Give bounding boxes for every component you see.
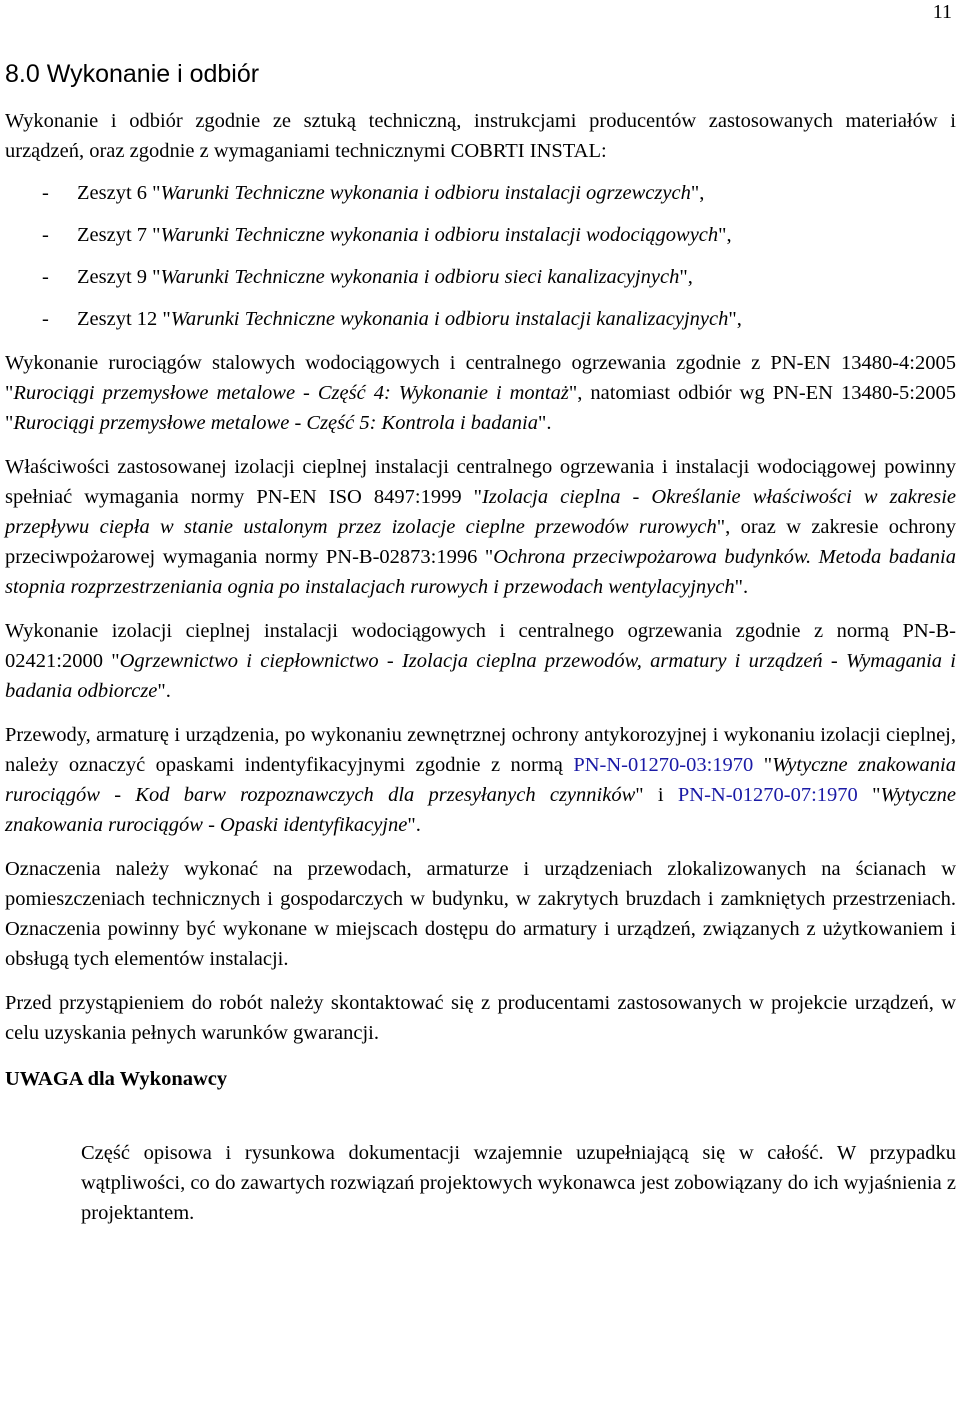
list-item-title: Warunki Techniczne wykonania i odbioru instalacji ogrzewczych (160, 182, 691, 204)
text-run: ", natomiast odbiór wg PN-EN 13480-5:2005 " (5, 382, 956, 434)
norm-link-01270-07[interactable]: PN-N-01270-07:1970 (677, 784, 858, 806)
text-run: ". (537, 412, 552, 434)
uwaga-heading: UWAGA dla Wykonawcy (5, 1068, 228, 1090)
norm-link-01270-03[interactable]: PN-N-01270-03:1970 (573, 754, 754, 776)
text-run: " (753, 754, 773, 776)
list-item-prefix: Zeszyt 6 " (77, 182, 161, 204)
list-dash: - (42, 308, 49, 330)
zeszyty-list (5, 178, 956, 334)
list-item (5, 262, 956, 292)
text-run: ". (157, 680, 171, 702)
text-run: Wykonanie izolacji cieplnej instalacji wodociągowych i centralnego ogrzewania zgodnie z normą PN-B-02421:2000 " (5, 620, 956, 672)
przed-paragraph: Przed przystąpieniem do robót należy skontaktować się z producentami zastosowanych w projekcie urządzeń, w celu uzyskania pełnych warunków gwarancji. (5, 992, 956, 1044)
wykonanie-izolacji-paragraph (5, 616, 956, 706)
list-item-prefix: Zeszyt 12 " (77, 308, 171, 330)
text-run: " i (635, 784, 678, 806)
norm-title: Izolacja cieplna - Określanie właściwości w zakresie przepływu ciepła w stanie ustalonym przez izolacje cieplne przewodów rurowych (5, 486, 956, 538)
document-body (5, 106, 956, 1228)
list-item (5, 220, 956, 250)
list-item (5, 304, 956, 334)
norm-title: Wytyczne znakowania rurociągów - Kod barw rozpoznawczych dla przesyłanych czynników (5, 754, 956, 806)
list-dash: - (42, 182, 49, 204)
norm-title: Wytyczne znakowania rurociągów - Opaski identyfikacyjne (5, 784, 956, 836)
page-number: 11 (932, 1, 952, 23)
list-item-prefix: Zeszyt 9 " (77, 266, 161, 288)
section-heading: 8.0 Wykonanie i odbiór (5, 60, 260, 88)
list-item-suffix: ", (718, 224, 732, 246)
list-item-prefix: Zeszyt 7 " (77, 224, 161, 246)
text-run: ", oraz w zakresie ochrony przeciwpożarowej wymagania normy PN-B-02873:1996 " (5, 516, 956, 568)
text-run: Właściwości zastosowanej izolacji cieplnej instalacji centralnego ogrzewania i instalacji wodociągowej powinny spełniać wymagania normy PN-EN ISO 8497:1999 " (5, 456, 956, 508)
text-run: ". (407, 814, 421, 836)
przewody-paragraph (5, 720, 956, 840)
list-item-suffix: ", (728, 308, 742, 330)
list-item-title: Warunki Techniczne wykonania i odbioru instalacji kanalizacyjnych (170, 308, 729, 330)
list-item-title: Warunki Techniczne wykonania i odbioru sieci kanalizacyjnych (160, 266, 680, 288)
izolacja-paragraph (5, 452, 956, 602)
list-item-suffix: ", (690, 182, 705, 204)
list-dash: - (42, 266, 49, 288)
text-run: " (857, 784, 881, 806)
norm-title: Rurociągi przemysłowe metalowe - Część 4: Wykonanie i montaż (13, 382, 569, 404)
list-item (5, 178, 956, 208)
text-run: Wykonanie rurociągów stalowych wodociągowych i centralnego ogrzewania zgodnie z PN-EN 13480-4:2005 " (5, 352, 956, 404)
list-dash: - (42, 224, 49, 246)
rurociagi-paragraph (5, 348, 956, 438)
uwaga-paragraph: Część opisowa i rysunkowa dokumentacji wzajemnie uzupełniającą się w całość. W przypadku wątpliwości, co do zawartych rozwiązań projektowych wykonawca jest zobowiązany do ich wyjaśnienia z projektantem. (81, 1142, 956, 1224)
intro-paragraph: Wykonanie i odbiór zgodnie ze sztuką techniczną, instrukcjami producentów zastosowanych materiałów i urządzeń, oraz zgodnie z wymaganiami technicznymi COBRTI INSTAL: (5, 110, 956, 162)
list-item-suffix: ", (679, 266, 693, 288)
text-run: Przewody, armaturę i urządzenia, po wykonaniu zewnętrznej ochrony antykorozyjnej i wykonaniu izolacji cieplnej, należy oznaczyć opaskami indentyfikacyjnymi zgodnie z normą (5, 724, 956, 776)
norm-title: Rurociągi przemysłowe metalowe - Część 5: Kontrola i badania (13, 412, 538, 434)
oznaczenia-paragraph: Oznaczenia należy wykonać na przewodach, armaturze i urządzeniach zlokalizowanych na ścianach w pomieszczeniach technicznych i gospodarczych w budynku, w zakrytych bruzdach i zamkniętych przestrzeniach. Oznaczenia powinny być wykonane w miejscach dostępu do armatury i urządzeń, związanych z użytkowaniem i obsługą tych elementów instalacji. (5, 858, 956, 970)
norm-title: Ogrzewnictwo i ciepłownictwo - Izolacja cieplna przewodów, armatury i urządzeń - Wymagania i badania odbiorcze (5, 650, 956, 702)
text-run: ". (734, 576, 749, 598)
norm-title: Ochrona przeciwpożarowa budynków. Metoda badania stopnia rozprzestrzeniania ognia po instalacjach rurowych i przewodach wentylacyjnych (5, 546, 956, 598)
list-item-title: Warunki Techniczne wykonania i odbioru instalacji wodociągowych (160, 224, 719, 246)
